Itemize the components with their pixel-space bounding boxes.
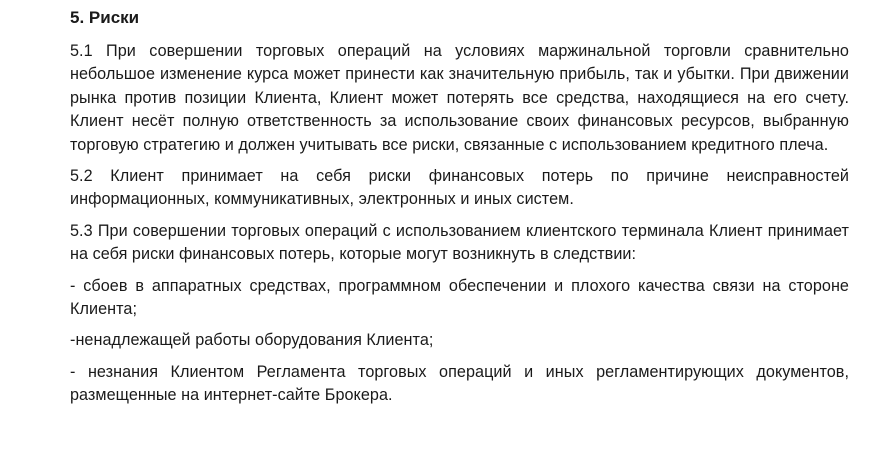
paragraph-5-1: 5.1 При совершении торговых операций на условиях маржинальной торговли сравнительно небольшое изменение курса может принести как значительную прибыль, так и убытки. При движении рынка против позиции Клиента, Клиент может потерять все средства, находящиеся на его счету. Клиент несёт полную ответственность за использование своих финансовых ресурсов, выбранную торговую стратегию и должен учитывать все риски, связанные с использованием кредитного плеча. xyxy=(70,42,849,154)
list-item-hardware-failures: - сбоев в аппаратных средствах, программном обеспечении и плохого качества связи на стороне Клиента; xyxy=(70,276,849,319)
paragraph-5-2: 5.2 Клиент принимает на себя риски финансовых потерь по причине неисправностей информационных, коммуникативных, электронных и иных систем. xyxy=(70,167,849,209)
paragraph-5-3: 5.3 При совершении торговых операций с использованием клиентского терминала Клиент принимает на себя риски финансовых потерь, которые могут возникнуть в следствии: xyxy=(70,221,849,264)
list-item-regulations-ignorance: - незнания Клиентом Регламента торговых операций и иных регламентирующих документов, размещенные на интернет-сайте Брокера. xyxy=(70,362,849,405)
list-item-equipment-malfunction: -ненадлежащей работы оборудования Клиента; xyxy=(70,331,434,350)
section-heading: 5. Риски xyxy=(70,8,140,27)
